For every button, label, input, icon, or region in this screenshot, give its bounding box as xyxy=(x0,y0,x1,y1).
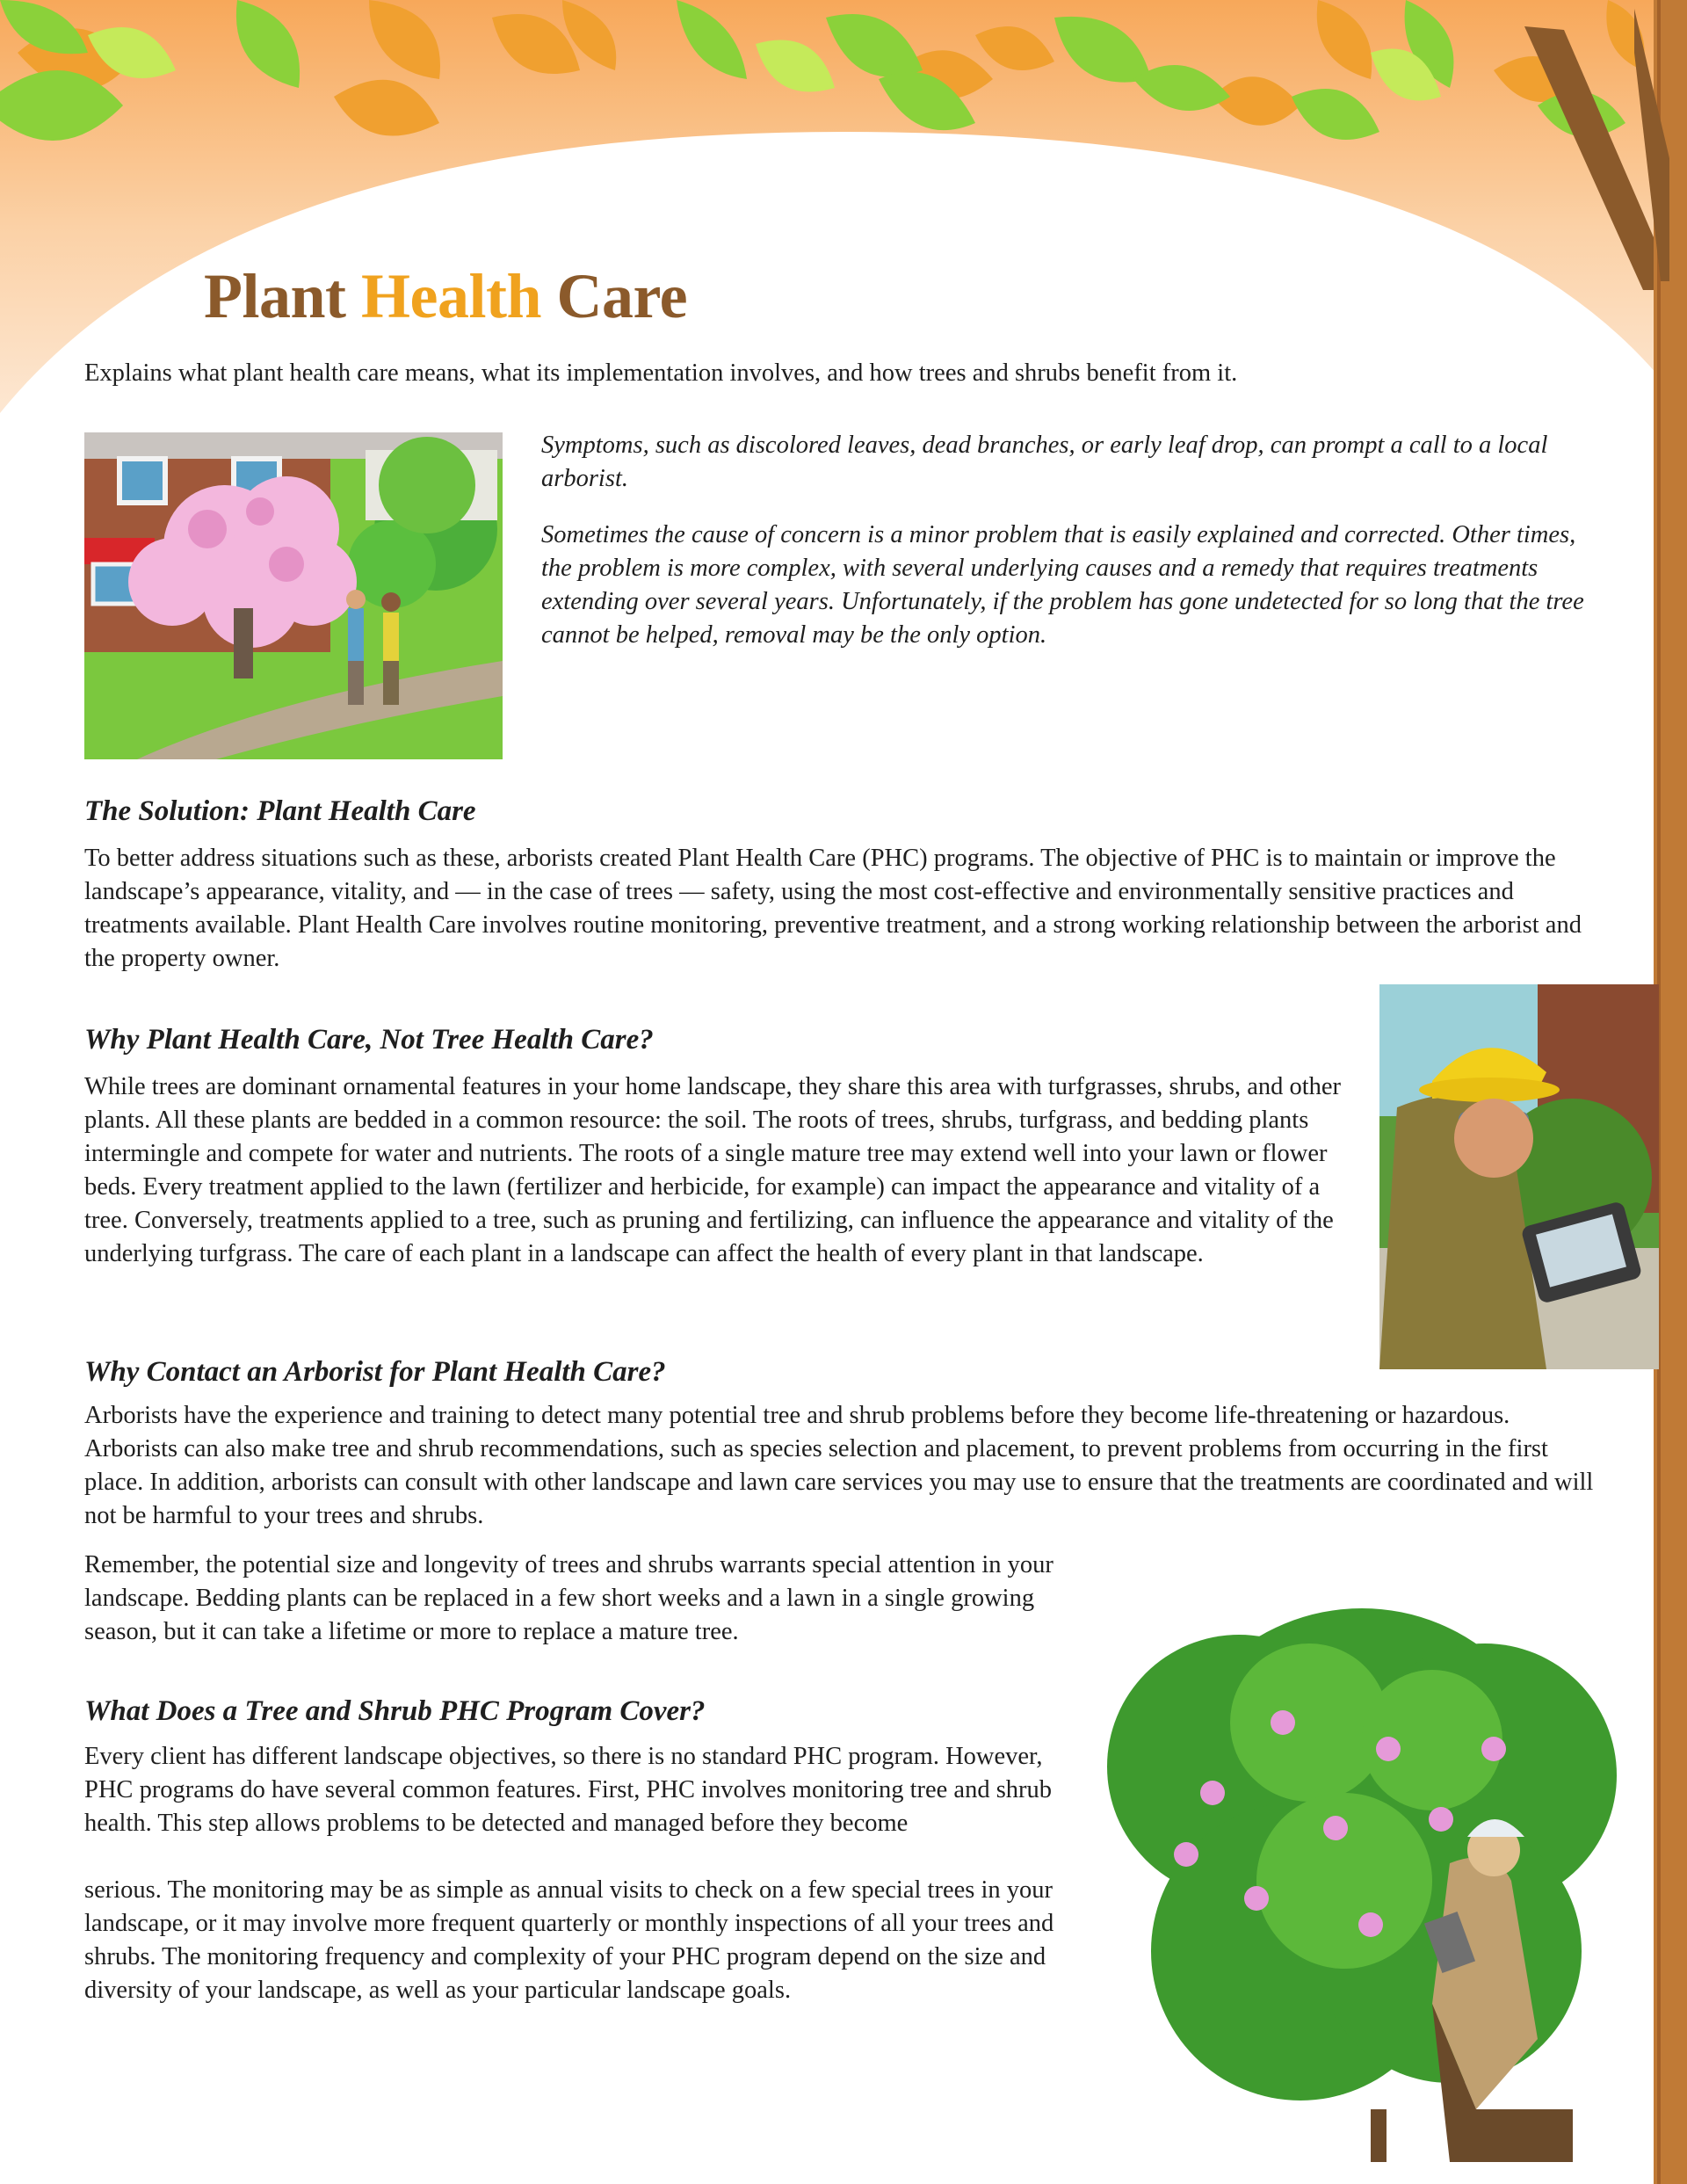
flowering-tree-illustration xyxy=(84,432,503,759)
section-heading-why-arborist: Why Contact an Arborist for Plant Health Care? xyxy=(84,1356,666,1388)
header-leaf-banner xyxy=(0,0,1687,413)
shrub-inspection-illustration xyxy=(1081,1547,1643,2180)
arborist-tablet-illustration xyxy=(1379,984,1659,1369)
section-paragraph-why-plant: While trees are dominant ornamental features in your home landscape, they share this area with turfgrasses, shrubs, and other plants. All these plants are bedded in a common resource: the soil. The roots of trees, shrubs, turfgrass, and bedding plants intermingle and compete for water and nutrients. The roots of a single mature tree may extend well into your lawn or flower beds. Every treatment applied to the lawn (fertilizer and herbicide, for example) can impact the appearance and vitality of a tree. Conversely, treatments applied to a tree, such as pruning and fertilizing, can influence the appearance and vitality of the underlying turfgrass. The care of each plant in a landscape can affect the health of every plant in that landscape. xyxy=(84,1073,1342,1267)
section-paragraph-solution: To better address situations such as these, arborists created Plant Health Care (PHC) programs. The objective of PHC is to maintain or improve the landscape’s appearance, vitality, and — in the case of trees — safety, using the most cost-effective and environmentally sensitive practices and treatments available. Plant Health Care involves routine monitoring, preventive treatment, and a strong working relationship between the arborist and the property owner. xyxy=(84,845,1582,972)
intro-paragraph-2: Sometimes the cause of concern is a minor problem that is easily explained and corrected. Other times, the problem is more complex, with several underlying causes and a remedy that requires treatments extending over several years. Unfortunately, if the problem has gone undetected for so long that the tree cannot be helped, removal may be the only option. xyxy=(541,521,1584,649)
section-paragraph-why-arborist-1: Arborists have the experience and training to detect many potential tree and shrub problems before they become life-threatening or hazardous. Arborists can also make tree and shrub recommendations, such as species selection and placement, to prevent problems from occurring in the first place. In addition, arborists can consult with other landscape and lawn care services you may use to ensure that the treatments are coordinated and will not be harmful to your trees and shrubs. xyxy=(84,1402,1594,1529)
section-paragraph-phc-program-2: serious. The monitoring may be as simple as annual visits to check on a few special trees in your landscape, or it may involve more frequent quarterly or monthly inspections of all your trees and shrubs. The monitoring frequency and complexity of your PHC program depend on the size and diversity of your landscape, as well as your particular landscape goals. xyxy=(84,1876,1054,2004)
page-title: Plant Health Care xyxy=(204,261,688,331)
intro-paragraph-1: Symptoms, such as discolored leaves, dead branches, or early leaf drop, can prompt a call to a local arborist. xyxy=(541,432,1548,492)
section-heading-solution: The Solution: Plant Health Care xyxy=(84,795,476,827)
section-heading-why-plant: Why Plant Health Care, Not Tree Health Care? xyxy=(84,1024,654,1056)
section-paragraph-phc-program-1: Every client has different landscape objectives, so there is no standard PHC program. However, PHC programs do have several common features. First, PHC involves monitoring tree and shrub health. This step allows problems to be detected and managed before they become xyxy=(84,1743,1053,1837)
section-heading-phc-program: What Does a Tree and Shrub PHC Program Cover? xyxy=(84,1695,706,1727)
page-subtitle: Explains what plant health care means, what its implementation involves, and how trees and shrubs benefit from it. xyxy=(84,359,1238,387)
section-paragraph-why-arborist-2: Remember, the potential size and longevity of trees and shrubs warrants special attention in your landscape. Bedding plants can be replaced in a few short weeks and a lawn in a single growing season, but it can take a lifetime or more to replace a mature tree. xyxy=(84,1551,1053,1645)
